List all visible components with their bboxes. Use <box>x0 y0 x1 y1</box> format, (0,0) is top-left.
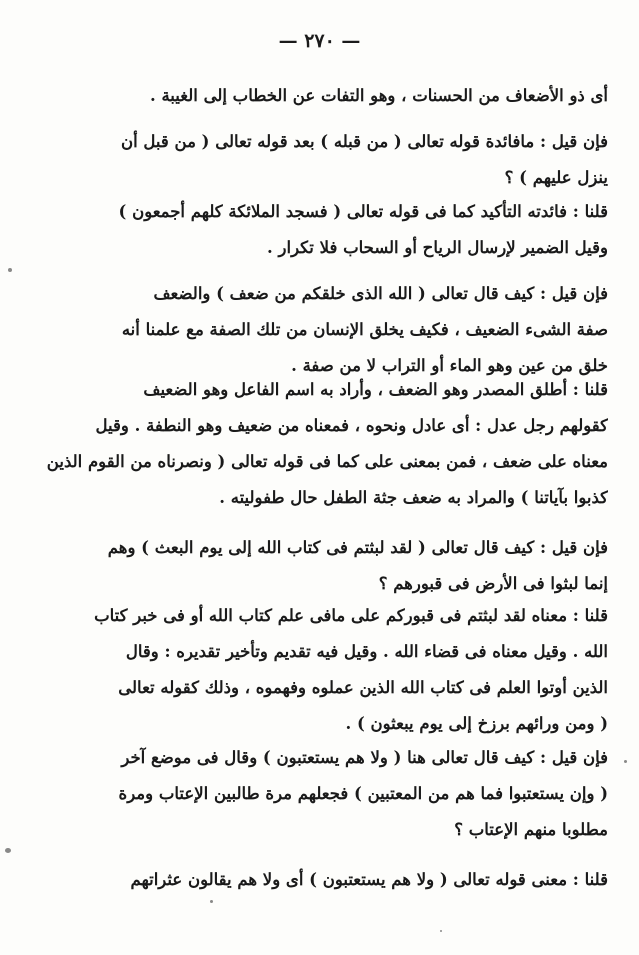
text-line: أى ذو الأضعاف من الحسنات ، وهو التفات عن الخطاب إلى الغيبة . <box>149 86 608 105</box>
paragraph-9 <box>40 862 608 898</box>
text-line: كذبوا بآياتنا ) والمراد به ضعف جثة الطفل حال طفوليته . <box>219 488 608 507</box>
paragraph-3 <box>40 194 608 266</box>
text-line: قلنا : معنى قوله تعالى ( ولا هم يستعتبون ) أى ولا هم يقالون عثراتهم <box>130 870 608 889</box>
text-line: الذين أوتوا العلم فى كتاب الله الذين عملوه وفهموه ، وذلك كقوله تعالى <box>118 678 608 697</box>
ink-speck <box>210 900 213 903</box>
text-line: مطلوبا منهم الإعتاب ؟ <box>454 820 608 839</box>
ink-speck <box>624 760 627 763</box>
text-line: صفة الشىء الضعيف ، فكيف يخلق الإنسان من تلك الصفة مع علمنا أنه <box>121 320 608 339</box>
text-line: قلنا : فائدته التأكيد كما فى قوله تعالى ( فسجد الملائكة كلهم أجمعون ) <box>118 202 608 221</box>
text-line: قلنا : معناه لقد لبثتم فى قبوركم على مافى علم كتاب الله أو فى خبر كتاب <box>94 606 608 625</box>
text-line: ينزل عليهم ) ؟ <box>504 168 608 187</box>
text-line: ( ومن ورائهم برزخ إلى يوم يبعثون ) . <box>345 714 608 733</box>
text-line: فإن قيل : كيف قال تعالى ( الله الذى خلقكم من ضعف ) والضعف <box>153 284 608 303</box>
text-line: إنما لبثوا فى الأرض فى قبورهم ؟ <box>378 574 608 593</box>
text-line: وقيل الضمير لإرسال الرياح أو السحاب فلا تكرار . <box>267 238 608 257</box>
text-line: فإن قيل : مافائدة قوله تعالى ( من قبله ) بعد قوله تعالى ( من قبل أن <box>120 132 608 151</box>
paragraph-6 <box>40 530 608 602</box>
text-line: كقولهم رجل عدل : أى عادل ونحوه ، فمعناه من ضعيف وهو النطفة . وقيل <box>95 416 608 435</box>
text-line: خلق من عين وهو الماء أو التراب لا من صفة . <box>291 356 608 375</box>
text-line: ( وإن يستعتبوا فما هم من المعتبين ) فجعلهم مرة طالبين الإعتاب ومرة <box>118 784 608 803</box>
paragraph-7 <box>40 598 608 742</box>
text-line: قلنا : أطلق المصدر وهو الضعف ، وأراد به اسم الفاعل وهو الضعيف <box>143 380 608 399</box>
paragraph-1 <box>40 78 608 114</box>
paragraph-4 <box>40 276 608 384</box>
ink-speck <box>8 268 12 272</box>
paragraph-2 <box>40 124 608 196</box>
text-line: فإن قيل : كيف قال تعالى هنا ( ولا هم يستعتبون ) وقال فى موضع آخر <box>121 748 608 767</box>
text-line: معناه على ضعف ، فمن بمعنى على كما فى قوله تعالى ( ونصرناه من القوم الذين <box>46 452 608 471</box>
ink-speck <box>5 848 11 853</box>
page-number: — ٢٧٠ — <box>278 30 361 52</box>
paragraph-5 <box>40 372 608 516</box>
text-line: فإن قيل : كيف قال تعالى ( لقد لبثتم فى كتاب الله إلى يوم البعث ) وهم <box>107 538 608 557</box>
ink-speck <box>440 930 442 932</box>
paragraph-8 <box>40 740 608 848</box>
text-line: الله . وقيل معناه فى قضاء الله . وقيل فيه تقديم وتأخير تقديره : وقال <box>125 642 608 661</box>
